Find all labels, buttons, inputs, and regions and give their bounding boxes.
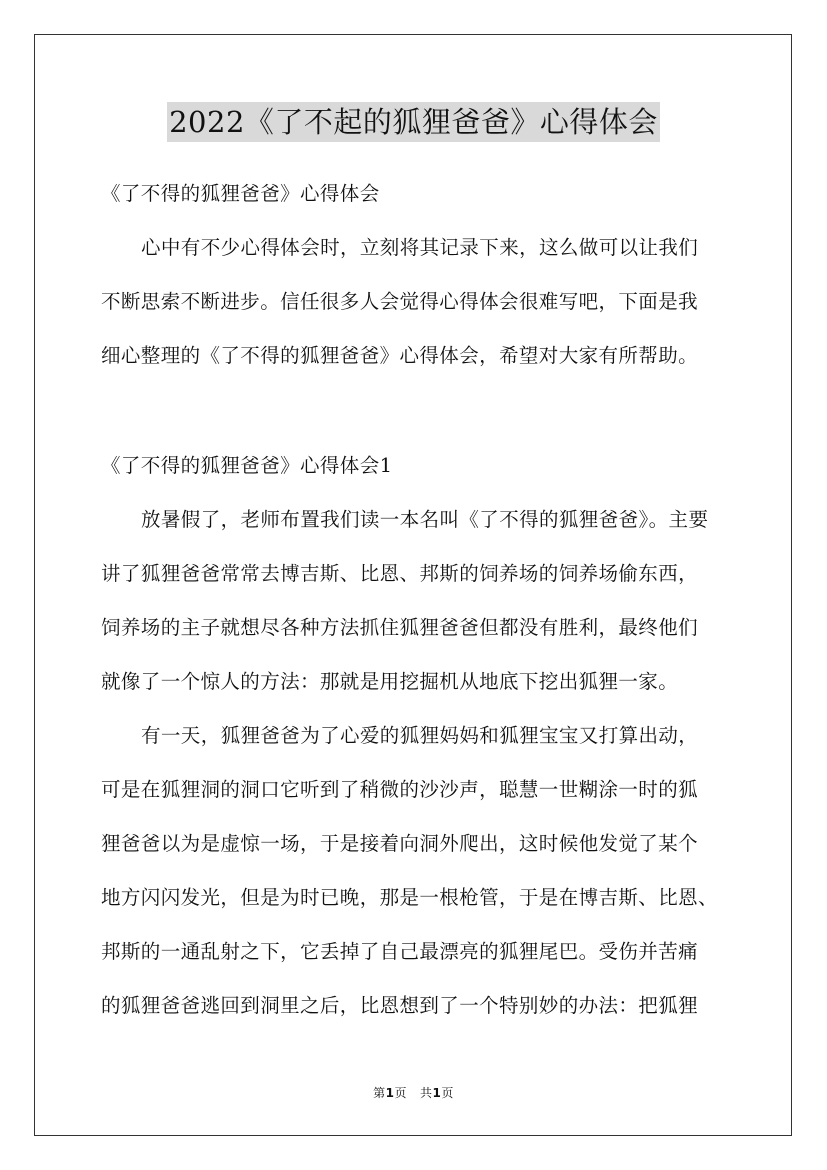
paragraph-line: 讲了狐狸爸爸常常去博吉斯、比恩、邦斯的饲养场的饲养场偷东西， <box>101 562 699 585</box>
footer-total-number: 1 <box>432 1086 442 1100</box>
intro-line: 心中有不少心得体会时，立刻将其记录下来，这么做可以让我们 <box>141 236 699 259</box>
paragraph-line: 邦斯的一通乱射之下，它丢掉了自己最漂亮的狐狸尾巴。受伤并苦痛 <box>101 940 699 963</box>
paragraph-line: 可是在狐狸洞的洞口它听到了稍微的沙沙声，聪慧一世糊涂一时的狐 <box>101 778 699 801</box>
paragraph-line: 的狐狸爸爸逃回到洞里之后，比恩想到了一个特别妙的办法：把狐狸 <box>101 994 699 1017</box>
paragraph-line: 狸爸爸以为是虚惊一场，于是接着向洞外爬出，这时候他发觉了某个 <box>101 832 699 855</box>
intro-line: 细心整理的《了不得的狐狸爸爸》心得体会，希望对大家有所帮助。 <box>101 344 699 367</box>
paragraph-line: 就像了一个惊人的方法：那就是用挖掘机从地底下挖出狐狸一家。 <box>101 670 679 693</box>
document-subtitle: 《了不得的狐狸爸爸》心得体会 <box>101 182 380 205</box>
footer-total-prefix: 共 <box>419 1086 433 1100</box>
paragraph-line: 地方闪闪发光，但是为时已晚，那是一根枪管，于是在博吉斯、比恩、 <box>101 886 718 909</box>
footer-total-suffix: 页 <box>441 1086 454 1100</box>
footer-page-suffix: 页 <box>394 1086 408 1100</box>
document-title: 2022《了不起的狐狸爸爸》心得体会 <box>167 102 660 142</box>
title-container <box>0 102 827 142</box>
footer-page-prefix: 第 <box>373 1086 386 1100</box>
paragraph-line: 饲养场的主子就想尽各种方法抓住狐狸爸爸但都没有胜利，最终他们 <box>101 616 699 639</box>
paragraph-line: 有一天，狐狸爸爸为了心爱的狐狸妈妈和狐狸宝宝又打算出动， <box>141 724 699 747</box>
page-footer <box>0 1084 827 1101</box>
section-heading: 《了不得的狐狸爸爸》心得体会1 <box>101 454 393 477</box>
intro-line: 不断思索不断进步。信任很多人会觉得心得体会很难写吧，下面是我 <box>101 290 699 313</box>
paragraph-line: 放暑假了，老师布置我们读一本名叫《了不得的狐狸爸爸》。主要 <box>141 508 709 531</box>
footer-page-number: 1 <box>385 1086 395 1100</box>
